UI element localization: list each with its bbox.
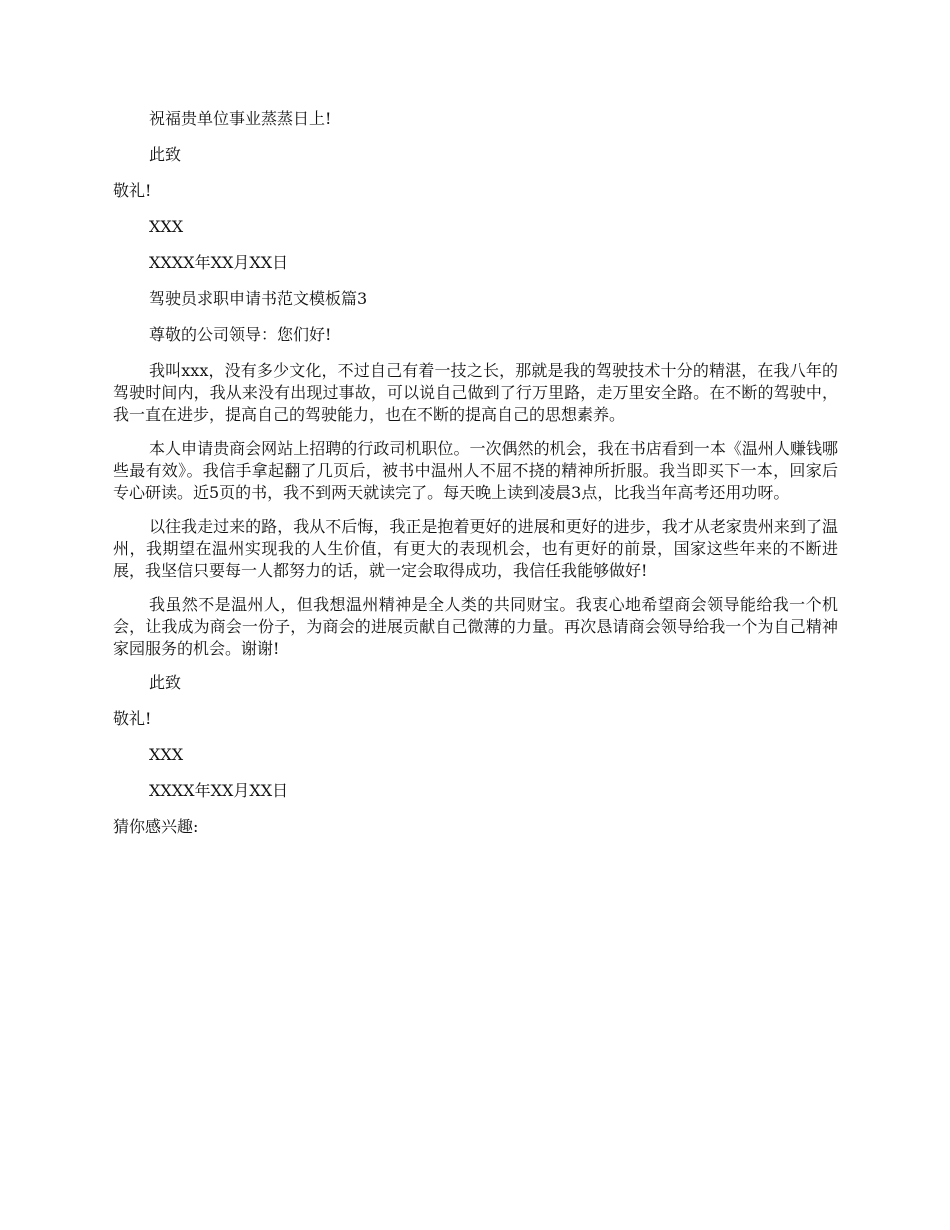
blessing-line: 祝福贵单位事业蒸蒸日上! [149, 109, 332, 128]
body-paragraph-3: 以往我走过来的路，我从不后悔，我正是抱着更好的进展和更好的进步，我才从老家贵州来到了温州，我期望在温州实现我的人生价值，有更大的表现机会，也有更好的前景，国家这些年来的不断进展，我坚信只要每一人都努力的话，就一定会取得成功，我信任我能够做好! [113, 517, 838, 580]
salute-2: 敬礼! [113, 709, 152, 728]
related-heading: 猜你感兴趣: [113, 817, 199, 836]
closing-phrase: 此致 [149, 145, 182, 164]
body-paragraph-4: 我虽然不是温州人，但我想温州精神是全人类的共同财宝。我衷心地希望商会领导能给我一个机会，让我成为商会一份子，为商会的进展贡献自己微薄的力量。再次恳请商会领导给我一个为自己精神家园服务的机会。谢谢! [113, 595, 838, 658]
body-paragraph-2: 本人申请贵商会网站上招聘的行政司机职位。一次偶然的机会，我在书店看到一本《温州人赚钱哪些最有效》。我信手拿起翻了几页后，被书中温州人不屈不挠的精神所折服。我当即买下一本，回家后专心研读。近5页的书，我不到两天就读完了。每天晚上读到凌晨3点，比我当年高考还用功呀。 [113, 439, 838, 502]
salute: 敬礼! [113, 181, 152, 200]
body-paragraph-1: 我叫xxx，没有多少文化，不过自己有着一技之长，那就是我的驾驶技术十分的精湛，在我八年的驾驶时间内，我从来没有出现过事故，可以说自己做到了行万里路，走万里安全路。在不断的驾驶中，我一直在进步，提高自己的驾驶能力，也在不断的提高自己的思想素养。 [113, 361, 838, 424]
signature-date-2: XXXX年XX月XX日 [149, 781, 289, 800]
signature-date: XXXX年XX月XX日 [149, 253, 289, 272]
signature-name-2: XXX [149, 745, 184, 764]
closing-phrase-2: 此致 [149, 673, 182, 692]
document-body [113, 108, 838, 838]
section-title: 驾驶员求职申请书范文模板篇3 [149, 289, 368, 308]
greeting: 尊敬的公司领导：您们好! [149, 325, 332, 344]
signature-name: XXX [149, 217, 184, 236]
